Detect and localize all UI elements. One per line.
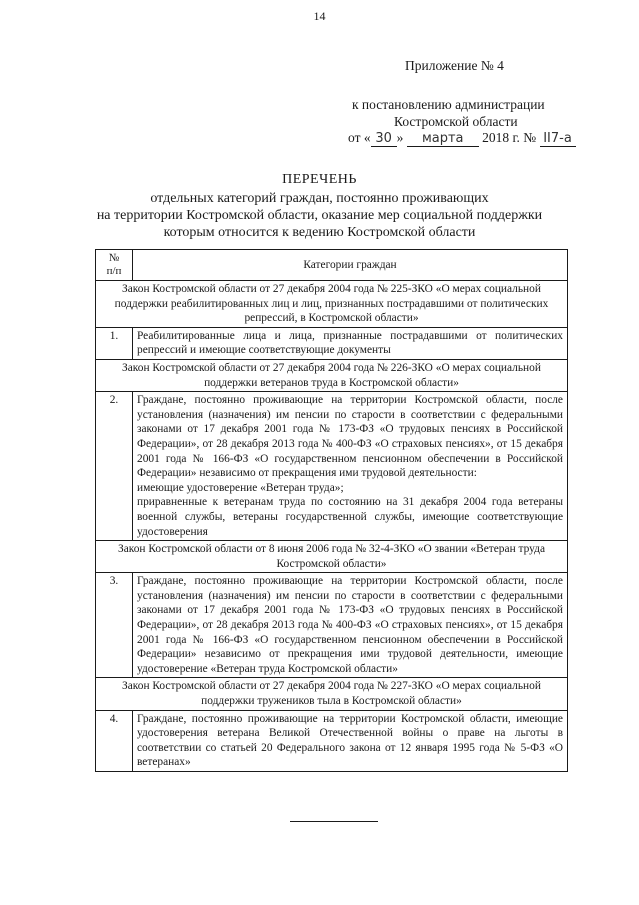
law-row [96, 678, 568, 710]
table-row [96, 710, 568, 771]
decree-date-line [348, 130, 576, 147]
item-number: 2. [96, 392, 133, 541]
item-number: 1. [96, 327, 133, 359]
law-title: Закон Костромской области от 8 июня 2006 года № 32-4-ЗКО «О звании «Ветеран труда Костромской области» [96, 541, 568, 573]
handwritten-day: 30 [371, 132, 397, 147]
item-description: Реабилитированные лица и лица, признанные пострадавшими от политических репрессий и имеющие соответствующие документы [133, 327, 568, 359]
item-number: 4. [96, 710, 133, 771]
item-number: 3. [96, 573, 133, 678]
document-title: ПЕРЕЧЕНЬ [282, 172, 357, 187]
table-row [96, 392, 568, 541]
law-row [96, 541, 568, 573]
subtitle-line-1: отдельных категорий граждан, постоянно проживающих [150, 191, 489, 206]
table-row [96, 327, 568, 359]
region-name: Костромской области [394, 114, 518, 129]
law-row [96, 359, 568, 391]
law-row [96, 281, 568, 328]
handwritten-month: марта [407, 132, 479, 147]
table-header-row [96, 250, 568, 281]
decree-reference: к постановлению администрации [352, 97, 545, 112]
law-title: Закон Костромской области от 27 декабря 2004 года № 225-ЗКО «О мерах социальной поддержки реабилитированных лиц и лиц, признанных пострадавшими от политических репрессий, в Костромской области» [96, 281, 568, 328]
date-mid: » [396, 130, 404, 145]
page-number: 14 [313, 9, 326, 23]
number-column-header: № п/п [96, 250, 133, 281]
law-title: Закон Костромской области от 27 декабря 2004 года № 226-ЗКО «О мерах социальной поддержки ветеранов труда в Костромской области» [96, 359, 568, 391]
date-year: 2018 г. № [482, 130, 537, 145]
subtitle-line-3: которым относится к ведению Костромской области [163, 225, 476, 240]
categories-table [95, 249, 568, 772]
appendix-label: Приложение № 4 [405, 58, 504, 73]
item-description: Граждане, постоянно проживающие на территории Костромской области, после установления (назначения) им пенсии по старости в соответствии с федеральными законами от 17 декабря 2001 года № 173-ФЗ «О трудовых пенсиях в Российской Федерации», от 28 декабря 2013 года № 400-ФЗ «О страховых пенсиях», от 15 декабря 2001 года № 166-ФЗ «О государственном пенсионном обеспечении в Российской Федерации» независимо от прекращения ими трудовой деятельности, имеющие удостоверение «Ветеран труда Костромской области» [133, 573, 568, 678]
law-title: Закон Костромской области от 27 декабря 2004 года № 227-ЗКО «О мерах социальной поддержки тружеников тыла в Костромской области» [96, 678, 568, 710]
end-divider [290, 821, 378, 822]
item-description: Граждане, постоянно проживающие на территории Костромской области, имеющие удостоверения ветерана Великой Отечественной войны о праве на льготы в соответствии со статьей 20 Федерального закона от 12 января 1995 года № 5-ФЗ «О ветеранах» [133, 710, 568, 771]
date-prefix: от « [348, 130, 371, 145]
item-description: Граждане, постоянно проживающие на территории Костромской области, после установления (назначения) им пенсии по старости в соответствии с федеральными законами от 17 декабря 2001 года № 173-ФЗ «О трудовых пенсиях в Российской Федерации», от 28 декабря 2013 года № 400-ФЗ «О страховых пенсиях», от 15 декабря 2001 года № 166-ФЗ «О государственном пенсионном обеспечении в Российской Федерации» независимо от прекращения ими трудовой деятельности: имеющие удостоверение «Ветеран труда»; приравненные к ветеранам труда по состоянию на 31 декабря 2004 года ветераны военной службы, ветераны государственной службы, имеющие соответствующие удостоверения [133, 392, 568, 541]
table-row [96, 573, 568, 678]
subtitle-line-2: на территории Костромской области, оказание мер социальной поддержки [96, 208, 543, 223]
handwritten-decree-number: II7-а [540, 132, 576, 147]
category-column-header: Категории граждан [133, 250, 568, 281]
